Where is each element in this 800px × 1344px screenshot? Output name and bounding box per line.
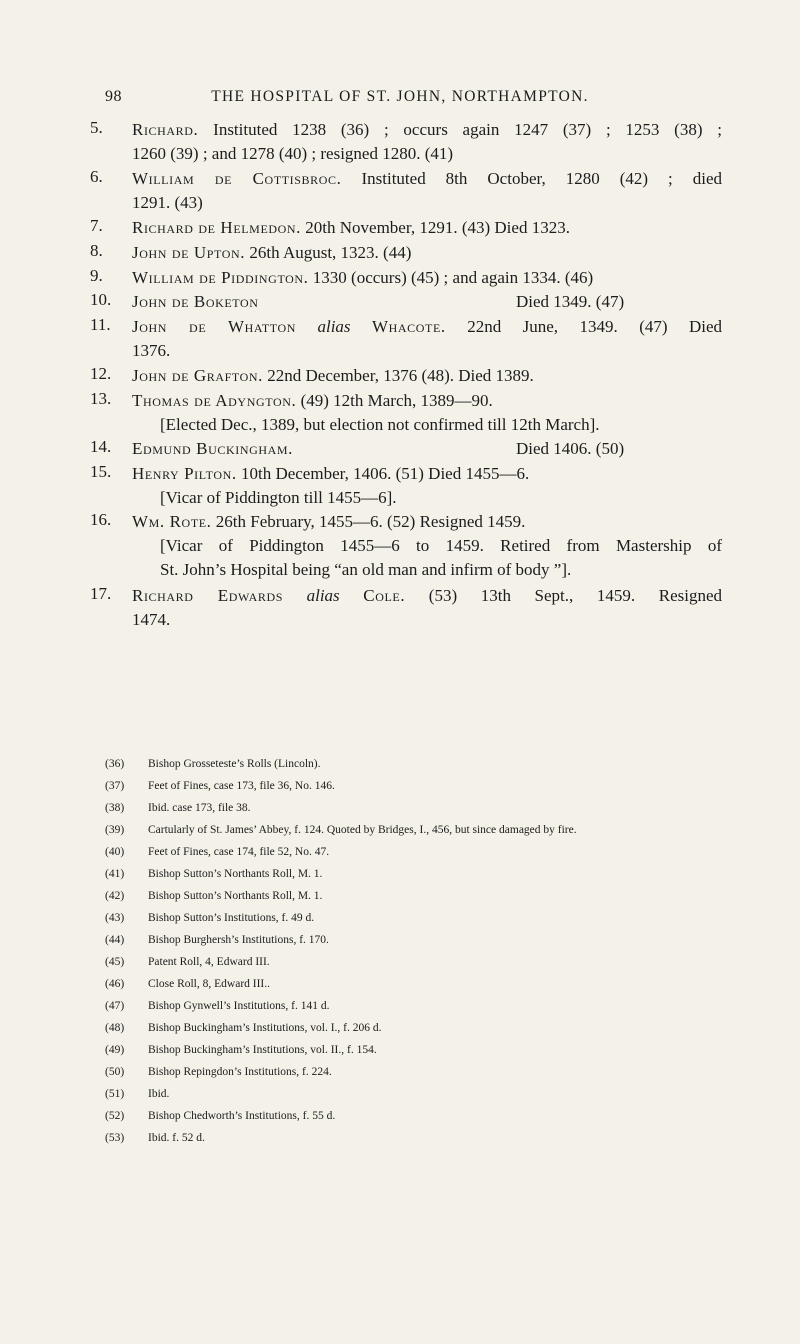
running-title: THE HOSPITAL OF ST. JOHN, NORTHAMPTON. — [211, 88, 589, 105]
entry-number: 8. — [90, 241, 103, 260]
footnote — [0, 868, 800, 890]
footnote — [0, 1066, 800, 1088]
master-name: Cole. — [363, 586, 406, 605]
footnote — [0, 912, 800, 934]
entry-text — [132, 216, 722, 240]
master-name: Richard de Helmedon. — [132, 218, 302, 237]
entry-number: 15. — [90, 462, 112, 481]
entry-detail: 1291. (43) — [132, 193, 203, 212]
footnote-number: (48) — [105, 1022, 125, 1034]
footnote-text: Feet of Fines, case 174, file 52, No. 47. — [148, 846, 330, 858]
entry-line — [132, 584, 722, 608]
entry-detail: 10th December, 1406. (51) Died 1455—6. — [236, 464, 530, 483]
entry-number: 14. — [90, 437, 112, 456]
master-name: Whacote. — [371, 317, 446, 336]
footnote-text: Ibid. f. 52 d. — [148, 1132, 205, 1144]
entry-line — [132, 486, 722, 510]
page-header — [0, 88, 800, 112]
entry-detail: 26th February, 1455—6. (52) Resigned 1459. — [211, 512, 526, 531]
footnote-text: Cartularly of St. James’ Abbey, f. 124. Quoted by Bridges, I., 456, but since damaged by fire. — [148, 824, 577, 836]
entry-number: 10. — [90, 290, 112, 309]
entry-text — [132, 315, 722, 363]
footnote — [0, 934, 800, 956]
master-name: John de Boketon — [132, 292, 259, 311]
footnote-number: (52) — [105, 1110, 125, 1122]
footnote-number: (41) — [105, 868, 125, 880]
footnote-text: Bishop Grosseteste’s Rolls (Lincoln). — [148, 758, 321, 770]
footnote-text: Bishop Repingdon’s Institutions, f. 224. — [148, 1066, 332, 1078]
footnote-number: (38) — [105, 802, 125, 814]
footnote-number: (44) — [105, 934, 125, 946]
entry-text — [132, 241, 722, 265]
footnote-number: (51) — [105, 1088, 125, 1100]
entry-detail: Died 1406. (50) — [516, 439, 625, 458]
entry-number: 9. — [90, 266, 103, 285]
footnote — [0, 846, 800, 868]
entry-detail: [Elected Dec., 1389, but election not confirmed till 12th March]. — [160, 415, 600, 434]
entry-number: 7. — [90, 216, 103, 235]
entry-detail: 22nd June, 1349. (47) Died — [445, 317, 723, 336]
entry-line — [132, 290, 722, 314]
footnote — [0, 978, 800, 1000]
master-name: John de Grafton. — [132, 366, 264, 385]
footnote-text: Close Roll, 8, Edward III.. — [148, 978, 271, 990]
footnote-text: Bishop Sutton’s Northants Roll, M. 1. — [148, 868, 323, 880]
footnote-text: Ibid. — [148, 1088, 170, 1100]
entry-text — [132, 510, 722, 582]
footnote — [0, 802, 800, 824]
entry-text — [132, 437, 722, 461]
footnote-text: Bishop Buckingham’s Institutions, vol. II., f. 154. — [148, 1044, 377, 1056]
entry-line — [132, 241, 722, 265]
entry-detail: 1260 (39) ; and 1278 (40) ; resigned 1280. (41) — [132, 144, 454, 163]
master-name: William de Piddington. — [132, 268, 309, 287]
footnote-number: (37) — [105, 780, 125, 792]
entry-number: 12. — [90, 364, 112, 383]
master-name: William de Cottisbroc. — [132, 169, 342, 188]
footnote-number: (43) — [105, 912, 125, 924]
master-name: Richard. — [132, 120, 199, 139]
footnote-text: Patent Roll, 4, Edward III. — [148, 956, 270, 968]
master-name: Richard Edwards — [132, 586, 283, 605]
footnote-text: Feet of Fines, case 173, file 36, No. 146. — [148, 780, 335, 792]
footnote-text: Ibid. case 173, file 38. — [148, 802, 251, 814]
footnote — [0, 890, 800, 912]
page-number: 98 — [105, 88, 122, 105]
footnote-number: (49) — [105, 1044, 125, 1056]
footnote-text: Bishop Gynwell’s Institutions, f. 141 d. — [148, 1000, 330, 1012]
entry-line — [132, 315, 722, 339]
footnote-text: Bishop Sutton’s Institutions, f. 49 d. — [148, 912, 315, 924]
entry-text — [132, 364, 722, 388]
footnote-number: (40) — [105, 846, 125, 858]
master-name: Henry Pilton. — [132, 464, 237, 483]
footnote-number: (39) — [105, 824, 125, 836]
entry-line — [132, 216, 722, 240]
alias-word: alias — [317, 317, 351, 336]
entry-line — [132, 142, 722, 166]
entry-number: 11. — [90, 315, 111, 334]
entry-line — [132, 389, 722, 413]
footnote-number: (42) — [105, 890, 125, 902]
entry-detail: 26th August, 1323. (44) — [245, 243, 412, 262]
entry-line — [132, 118, 722, 142]
entry-detail: (49) 12th March, 1389—90. — [296, 391, 493, 410]
entry-detail: Instituted 1238 (36) ; occurs again 1247 (37) ; 1253 (38) ; — [198, 120, 722, 139]
entry-line — [132, 364, 722, 388]
entry-text — [132, 462, 722, 510]
entry-number: 6. — [90, 167, 103, 186]
entry-detail: 1474. — [132, 610, 171, 629]
footnote-text: Bishop Chedworth’s Institutions, f. 55 d. — [148, 1110, 336, 1122]
master-name: John de Whatton — [132, 317, 297, 336]
entry-detail: [Vicar of Piddington 1455—6 to 1459. Retired from Mastership of — [160, 536, 722, 555]
entry-line — [132, 558, 722, 582]
entry-line — [132, 191, 722, 215]
footnote — [0, 780, 800, 802]
footnote-number: (46) — [105, 978, 125, 990]
footnote — [0, 1044, 800, 1066]
entry-text — [132, 118, 722, 166]
footnote — [0, 1132, 800, 1154]
entry-line — [132, 413, 722, 437]
entry-detail: [Vicar of Piddington till 1455—6]. — [160, 488, 397, 507]
entry-detail: (53) 13th Sept., 1459. Resigned — [405, 586, 722, 605]
footnote — [0, 1088, 800, 1110]
footnote — [0, 758, 800, 780]
footnote — [0, 824, 800, 846]
footnote-number: (47) — [105, 1000, 125, 1012]
footnote-number: (36) — [105, 758, 125, 770]
footnote-number: (50) — [105, 1066, 125, 1078]
entry-detail: 1376. — [132, 341, 171, 360]
entry-line — [132, 266, 722, 290]
entry-detail: 20th November, 1291. (43) Died 1323. — [301, 218, 570, 237]
footnote-number: (53) — [105, 1132, 125, 1144]
entry-detail — [340, 586, 364, 605]
footnote-text: Bishop Burghersh’s Institutions, f. 170. — [148, 934, 329, 946]
entry-text — [132, 266, 722, 290]
entry-line — [132, 534, 722, 558]
entry-line — [132, 462, 722, 486]
entry-text — [132, 290, 722, 314]
entry-detail: 22nd December, 1376 (48). Died 1389. — [263, 366, 534, 385]
footnote — [0, 1000, 800, 1022]
footnote — [0, 956, 800, 978]
entry-detail — [296, 317, 317, 336]
footnote-text: Bishop Buckingham’s Institutions, vol. I., f. 206 d. — [148, 1022, 382, 1034]
entry-detail: Instituted 8th October, 1280 (42) ; died — [341, 169, 722, 188]
entry-number: 16. — [90, 510, 112, 529]
master-name: Thomas de Adyngton. — [132, 391, 297, 410]
entry-line — [132, 437, 722, 461]
entry-detail — [351, 317, 372, 336]
entry-number: 17. — [90, 584, 112, 603]
entry-detail — [283, 586, 307, 605]
footnote — [0, 1110, 800, 1132]
entry-line — [132, 339, 722, 363]
master-name: John de Upton. — [132, 243, 246, 262]
entry-detail: St. John’s Hospital being “an old man and infirm of body ”]. — [160, 560, 572, 579]
entry-detail: 1330 (occurs) (45) ; and again 1334. (46) — [308, 268, 594, 287]
entry-text — [132, 389, 722, 437]
entry-text — [132, 167, 722, 215]
entry-line — [132, 510, 722, 534]
footnote-text: Bishop Sutton’s Northants Roll, M. 1. — [148, 890, 323, 902]
footnote — [0, 1022, 800, 1044]
master-name: Edmund Buckingham. — [132, 439, 294, 458]
alias-word: alias — [306, 586, 340, 605]
entry-text — [132, 584, 722, 632]
entry-line — [132, 608, 722, 632]
entry-number: 5. — [90, 118, 103, 137]
footnote-number: (45) — [105, 956, 125, 968]
entry-line — [132, 167, 722, 191]
master-name: Wm. Rote. — [132, 512, 212, 531]
entry-detail: Died 1349. (47) — [516, 292, 625, 311]
entry-number: 13. — [90, 389, 112, 408]
